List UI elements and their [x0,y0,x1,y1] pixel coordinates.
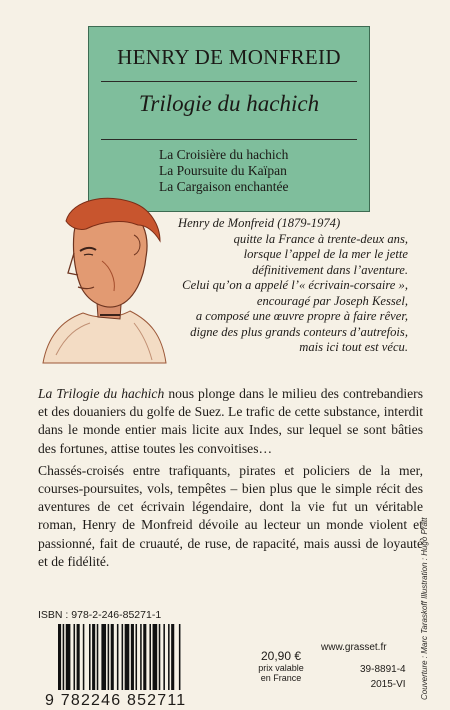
author-portrait-illustration [38,195,168,365]
bio-line-1: Henry de Monfreid (1879-1974) [178,216,341,230]
barcode-bar [140,624,142,690]
blurb-book-title: La Trilogie du hachich [38,386,165,401]
barcode-bar [111,624,114,690]
barcode-bar [101,624,106,690]
divider-bottom [101,139,357,140]
barcode-bar [77,624,80,690]
barcode-bar [179,624,181,690]
reference-code: 39-8891-4 [360,664,406,675]
barcode-bar [149,624,151,690]
reference-block [360,662,406,692]
author-name: HENRY DE MONFREID [117,45,341,69]
book-list [159,147,288,195]
barcode-bar [122,624,124,690]
barcode-bar [97,624,99,690]
barcode-bar [131,624,134,690]
author-biography [178,216,408,356]
blurb-paragraph-1 [38,385,423,458]
barcode-bar [163,624,165,690]
title-box [88,26,370,212]
barcode-digits: 9 782246 852711 [45,692,187,709]
isbn: ISBN : 978-2-246-85271-1 [38,609,162,621]
barcode-bar [63,624,65,690]
blurb-paragraph-2: Chassés-croisés entre trafiquants, pirates et policiers de la mer, courses-poursuites, vols, tempêtes – bien plus que le simple récit des aventures de cet écrivain légendaire, dont la vie fut un véritable roman, Henry de Monfreid dévoile au lecteur un monde violent et passionné, fait de cruauté, de ruse, de rapacité, mais aussi de loyauté et de fidélité. [38,462,423,569]
price: 20,90 € [260,649,302,663]
barcode-bar [159,624,161,690]
edition-code: 2015-VI [370,679,406,690]
price-note-1: prix valable [258,663,304,673]
trilogy-title: Trilogie du hachich [138,91,320,116]
blurb-paragraph-1-text: nous plonge dans le milieu des contrebandiers et des douaniers du golfe de Suez. Le trafic de cette substance, interdit dans le monde entier mais licite aux Indes, sur lequel se sont bâties des fortunes, attise toutes les convoitises… [38,386,423,456]
barcode-bar [108,624,110,690]
barcode-bar [66,624,71,690]
bio-line-4: Celui qu’on a appelé l’« écrivain-corsaire », encouragé par Joseph Kessel, [182,278,408,308]
price-block [248,649,314,683]
barcode-bar [74,624,76,690]
barcode-bar [89,624,91,690]
publisher-website: www.grasset.fr [321,642,387,653]
barcode-bar [58,624,61,690]
blurb [38,385,423,575]
barcode-bar [171,624,174,690]
book-title-2: La Poursuite du Kaïpan [159,163,287,178]
book-title-3: La Cargaison enchantée [159,179,289,194]
barcode-bar [168,624,170,690]
divider-top [101,81,357,82]
barcode-bar [92,624,95,690]
barcode [56,624,234,690]
cover-credits: Couverture : Marc Taraskoff Illustration : Hugo Pratt [420,517,429,700]
barcode-bar [125,624,130,690]
book-title-1: La Croisière du hachich [159,147,289,162]
bio-line-6: mais ici tout est vécu. [299,340,408,354]
bio-line-2: quitte la France à trente-deux ans, [233,231,408,246]
barcode-bar [136,624,138,690]
barcode-bar [117,624,119,690]
barcode-bar [143,624,146,690]
bio-line-3: lorsque l’appel de la mer le jette définitivement dans l’aventure. [243,247,408,277]
bio-line-5: a composé une œuvre propre à faire rêver, digne des plus grands conteurs d’autrefois, [190,309,408,339]
price-note-2: en France [260,673,302,683]
barcode-bar [83,624,85,690]
barcode-bar [153,624,158,690]
